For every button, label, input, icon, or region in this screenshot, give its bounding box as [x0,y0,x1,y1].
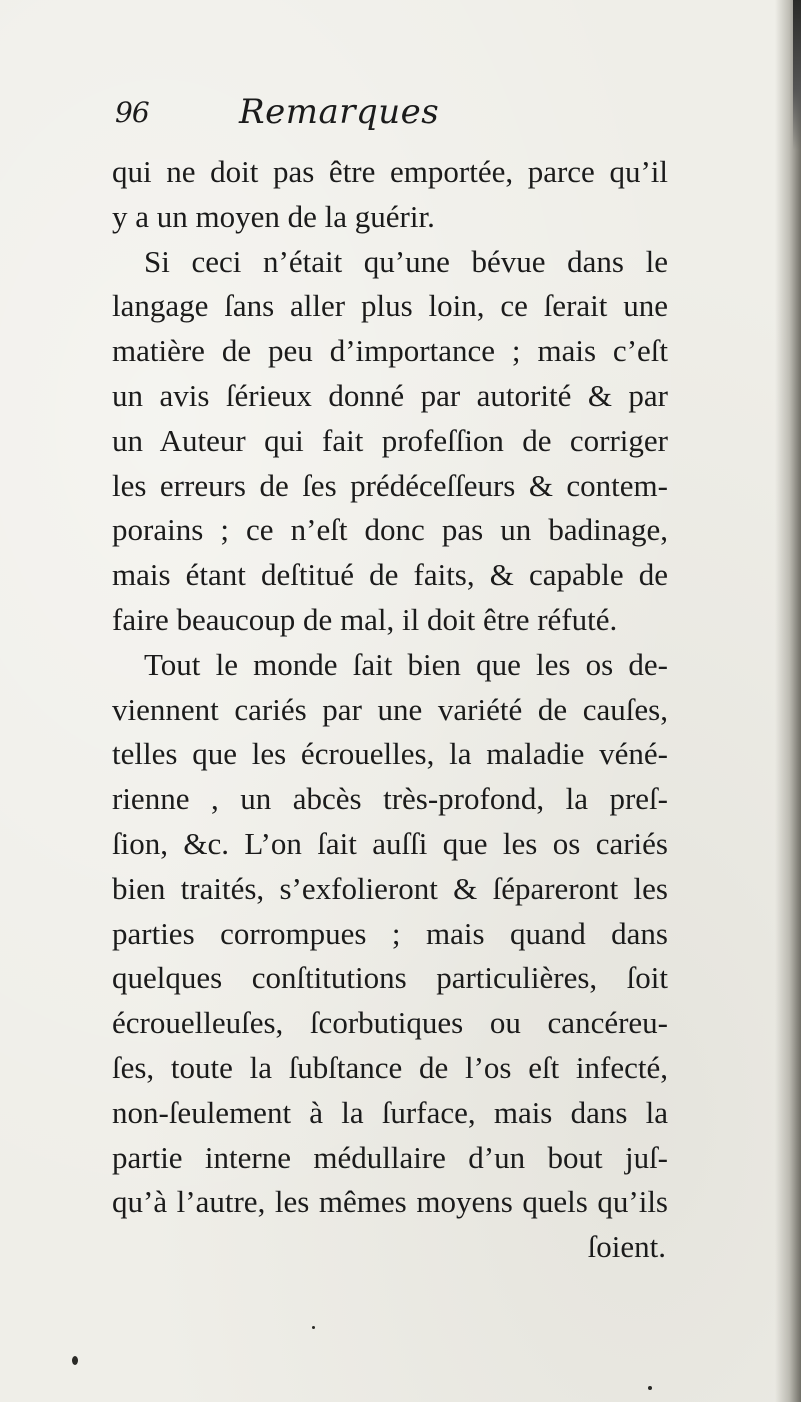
catchword-line: ſoient. [587,1229,666,1265]
text-line: parties corrompues ; mais quand dans [112,915,668,951]
text-line: partie interne médullaire d’un bout juſ- [112,1139,668,1175]
text-line: rienne , un abcès très-profond, la preſ- [112,781,668,817]
body-text [112,150,668,1270]
text-line: ſes, toute la ſubſtance de l’os eſt infecté, [112,1049,668,1085]
running-head [115,92,675,136]
text-line: quelques conſtitutions particulières, ſoit [112,960,668,996]
ink-speck [312,1326,315,1329]
text-line: un Auteur qui fait profeſſion de corriger [112,422,668,458]
text-line: qu’à l’autre, les mêmes moyens quels qu’ils [112,1184,668,1220]
page-edge-binding [793,0,801,150]
text-line: non-ſeulement à la ſurface, mais dans la [112,1094,668,1130]
text-line: langage ſans aller plus loin, ce ſerait une [112,288,668,324]
text-line: matière de peu d’importance ; mais c’eſt [112,333,668,369]
ink-speck [648,1386,652,1390]
paragraph-start-line: Si ceci n’était qu’une bévue dans le [144,243,668,279]
text-line: telles que les écrouelles, la maladie véné- [112,736,668,772]
paragraph-start-line: Tout le monde ſait bien que les os de- [144,646,668,682]
text-line: qui ne doit pas être emportée, parce qu’il [112,154,668,189]
text-line: ſion, &c. L’on ſait auſſi que les os cariés [112,825,668,861]
text-line: bien traités, s’exfolieront & ſépareront les [112,870,668,906]
text-line: écrouelleuſes, ſcorbutiques ou cancéreu- [112,1005,668,1041]
ink-speck [72,1356,78,1365]
text-line: faire beaucoup de mal, il doit être réfuté. [112,601,618,637]
text-line: mais étant deſtitué de faits, & capable de [112,557,668,593]
text-line: y a un moyen de la guérir. [112,198,435,234]
text-line: un avis ſérieux donné par autorité & par [112,377,668,413]
text-line: porains ; ce n’eſt donc pas un badinage, [112,512,668,548]
running-title: Remarques [239,92,440,132]
page-number: 96 [115,96,149,129]
page-edge-shadow [775,0,801,1402]
text-line: viennent cariés par une variété de cauſes, [112,691,668,727]
text-line: les erreurs de ſes prédéceſſeurs & contem- [112,467,668,503]
